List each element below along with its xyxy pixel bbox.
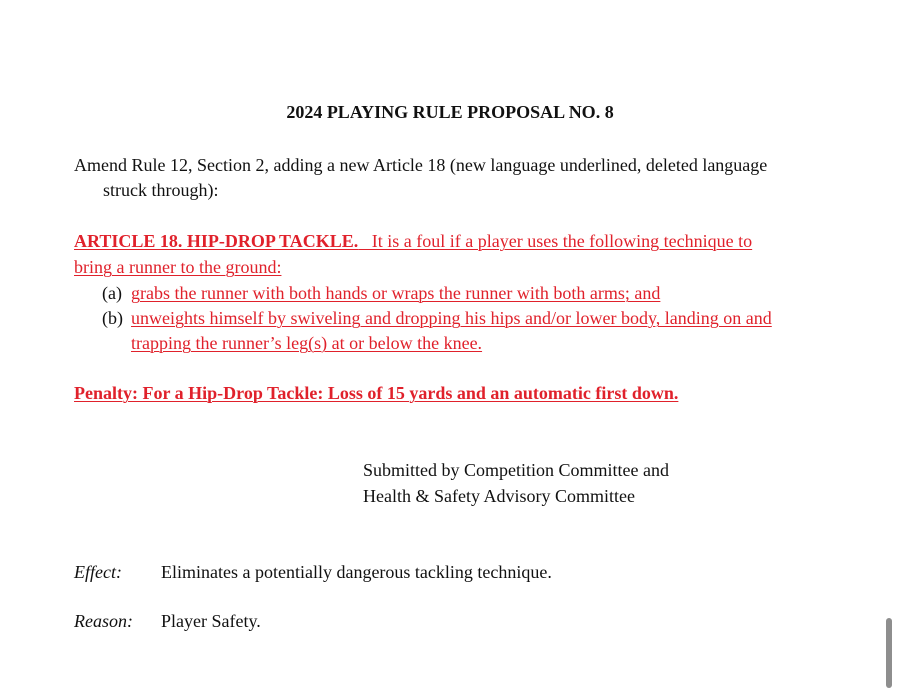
item-b-label: (b) — [102, 308, 123, 328]
reason-label: Reason: — [74, 611, 133, 631]
article-line-1 — [74, 229, 834, 253]
submitted-line-2: Health & Safety Advisory Committee — [363, 486, 635, 506]
item-a-text — [131, 281, 660, 305]
page-title: 2024 PLAYING RULE PROPOSAL NO. 8 — [286, 102, 614, 122]
item-b-text-2 — [131, 331, 482, 355]
intro-line-1: Amend Rule 12, Section 2, adding a new Article 18 (new language underlined, deleted language — [74, 155, 768, 175]
article-line-1-text: It is a foul if a player uses the following technique to — [358, 231, 753, 251]
item-a-line-1: grabs the runner with both hands or wraps the runner with both arms; and — [131, 283, 661, 303]
effect-text: Eliminates a potentially dangerous tackling technique. — [161, 562, 552, 582]
penalty-line — [74, 381, 678, 405]
article-heading: ARTICLE 18. HIP-DROP TACKLE. — [74, 231, 359, 251]
item-a-label: (a) — [102, 283, 122, 303]
penalty-text: Penalty: For a Hip-Drop Tackle: Loss of 15 yards and an automatic first down. — [74, 383, 679, 403]
article-line-2-text: bring a runner to the ground: — [74, 257, 282, 277]
intro-line-2: struck through): — [103, 180, 219, 200]
item-b-line-2: trapping the runner’s leg(s) at or below the knee. — [131, 333, 483, 353]
item-b-line-1: unweights himself by swiveling and dropping his hips and/or lower body, landing on and — [131, 308, 772, 328]
reason-text: Player Safety. — [161, 611, 261, 631]
effect-label: Effect: — [74, 562, 122, 582]
scrollbar-thumb[interactable] — [886, 618, 892, 688]
item-b-text-1 — [131, 306, 772, 330]
article-line-2 — [74, 255, 281, 279]
submitted-line-1: Submitted by Competition Committee and — [363, 460, 669, 480]
